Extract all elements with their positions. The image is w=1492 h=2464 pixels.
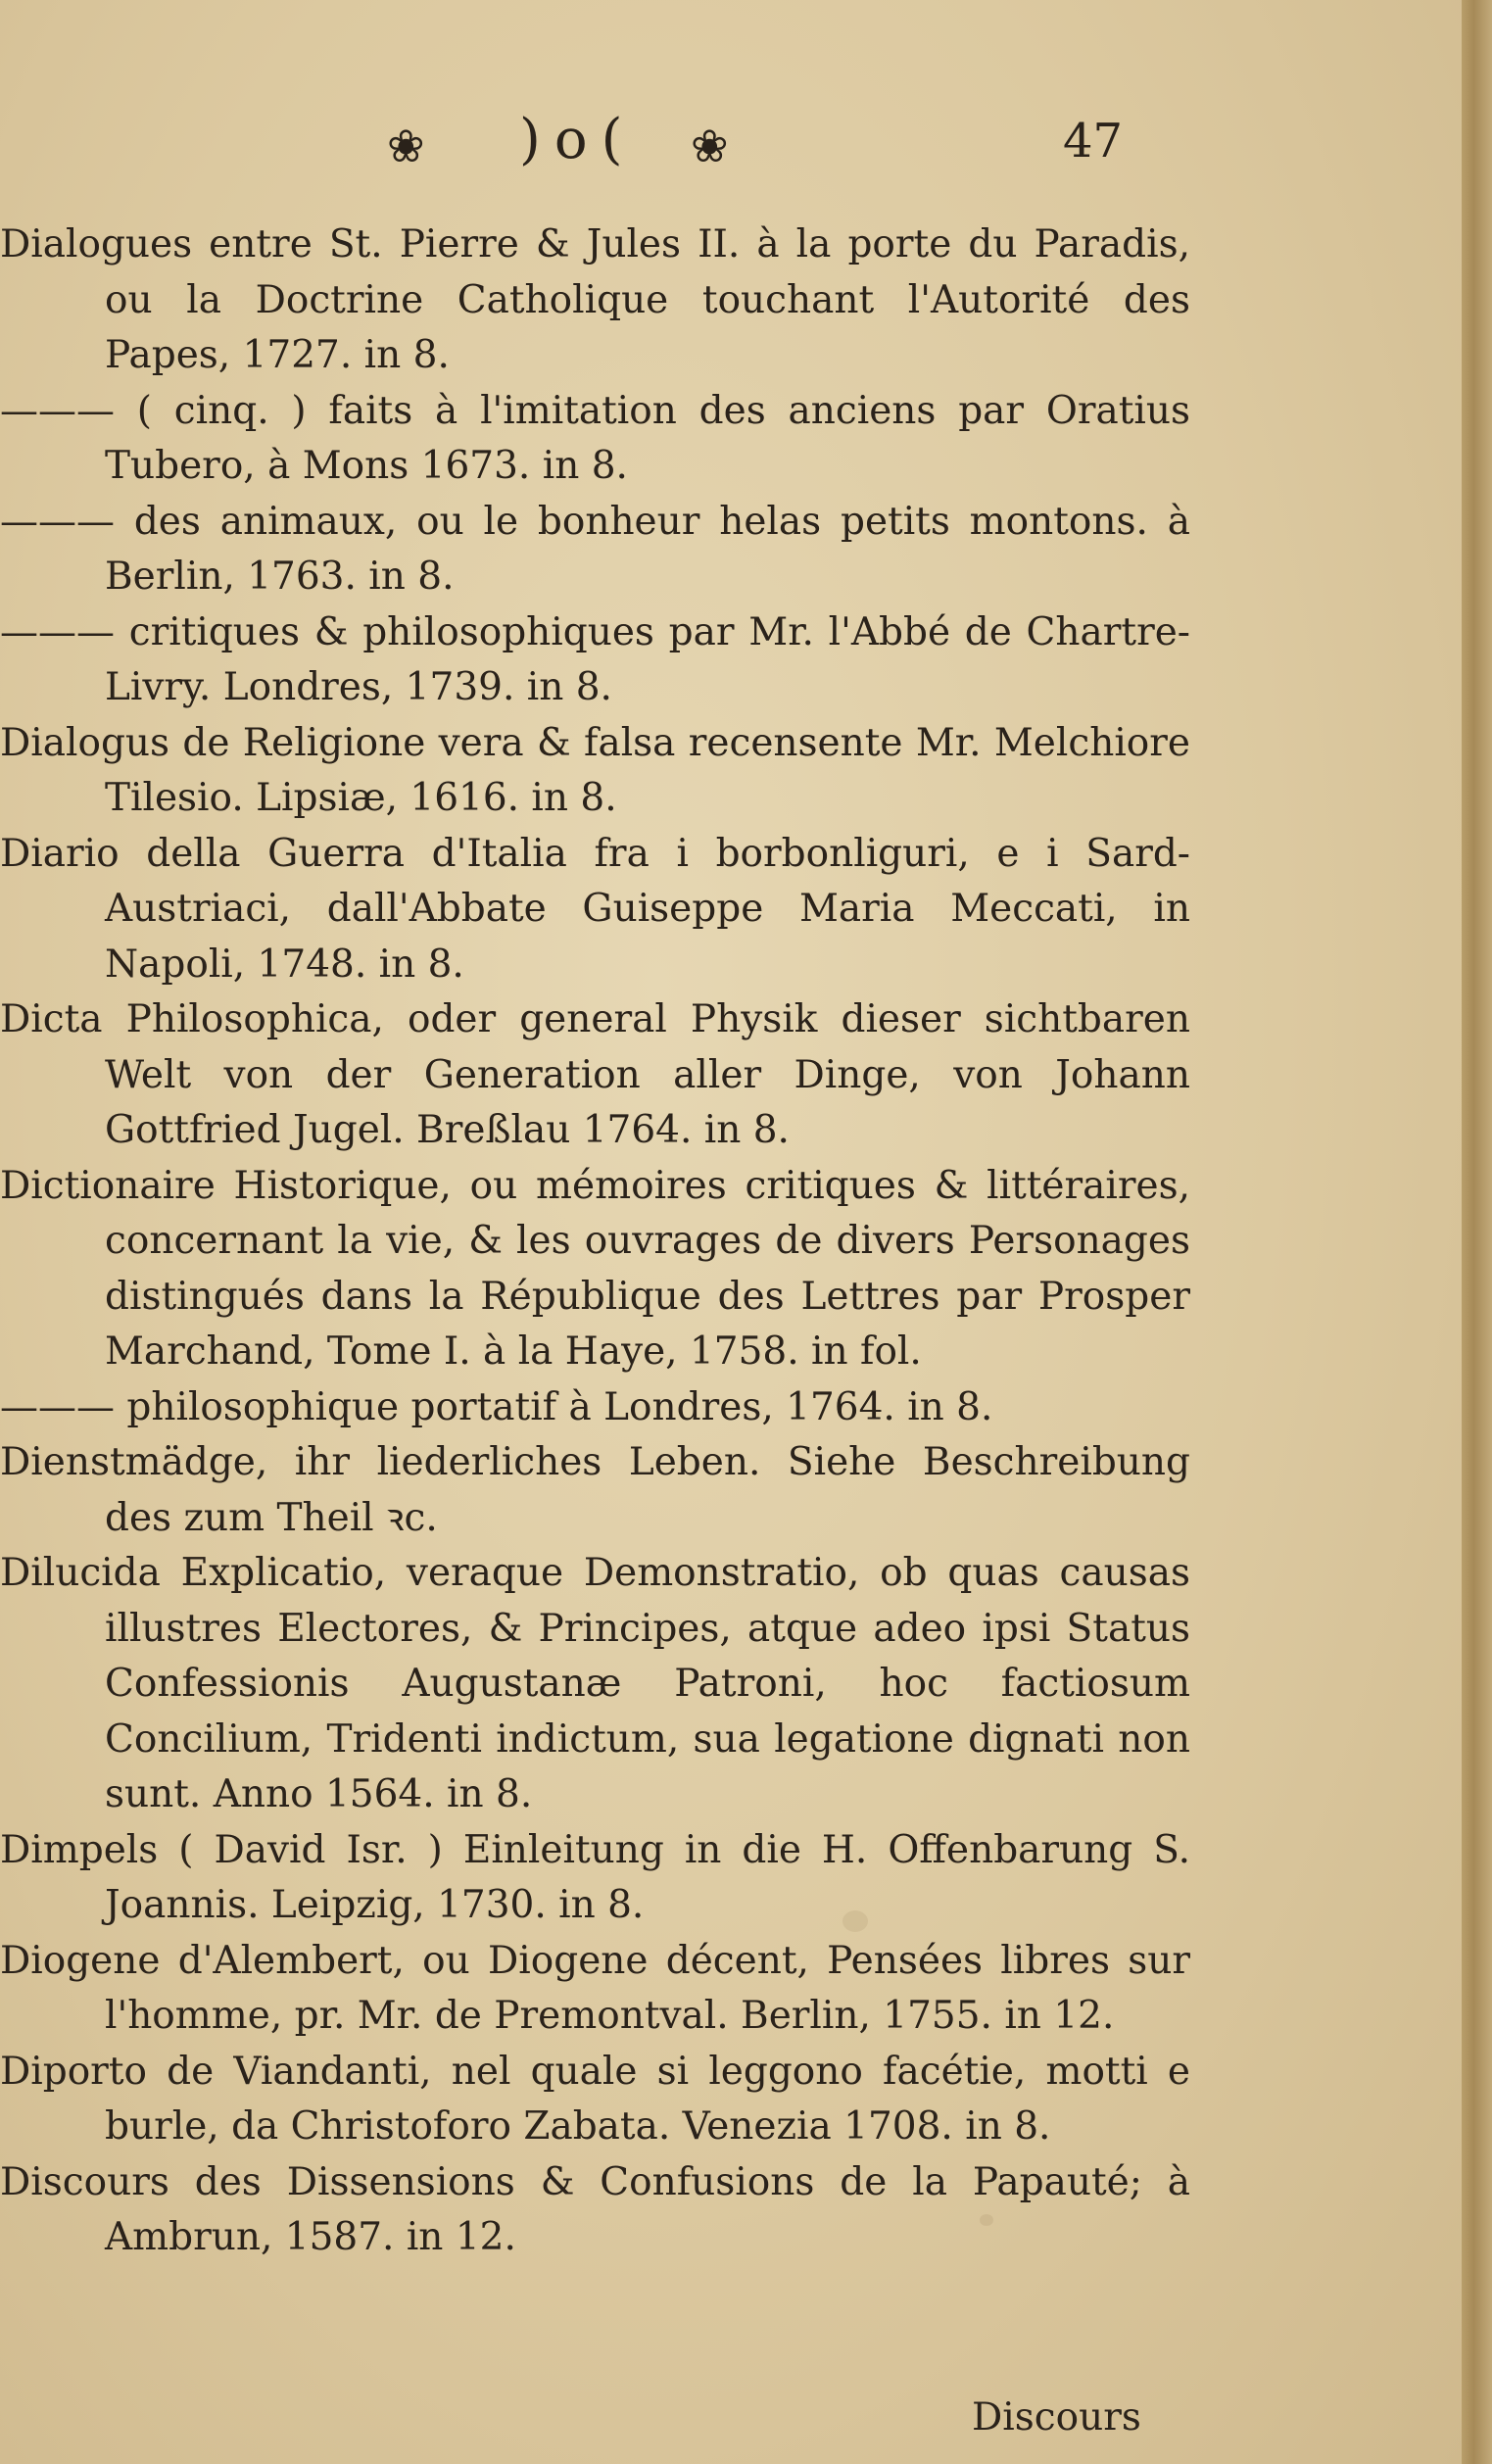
catalog-entries bbox=[0, 217, 1190, 2266]
catalog-entry: ——— critiques & philosophiques par Mr. l'Abbé de Chartre-Livry. Londres, 1739. in 8. bbox=[0, 609, 1190, 709]
catalog-entry: Dimpels ( David Isr. ) Einleitung in die H. Offenbarung S. Joannis. Leipzig, 1730. in 8. bbox=[0, 1827, 1190, 1927]
catalog-entry: ——— ( cinq. ) faits à l'imitation des anciens par Oratius Tubero, à Mons 1673. in 8. bbox=[0, 388, 1190, 488]
catalog-entry: Dicta Philosophica, oder general Physik dieser sichtbaren Welt von der Generation aller Dinge, von Johann Gottfried Jugel. Breßlau 1764. in 8. bbox=[0, 997, 1190, 1152]
catalog-entry: Dienstmädge, ihr liederliches Leben. Siehe Beschreibung des zum Theil ꝛc. bbox=[0, 1440, 1190, 1540]
catalog-entry: Discours des Dissensions & Confusions de la Papauté; à Ambrun, 1587. in 12. bbox=[0, 2159, 1190, 2259]
catchword: Discours bbox=[972, 2395, 1141, 2440]
ornament-left-icon: ❀ bbox=[387, 120, 425, 172]
header-bracket-ornament: )o( bbox=[519, 108, 637, 171]
catalog-entry: Dialogus de Religione vera & falsa recensente Mr. Melchiore Tilesio. Lipsiæ, 1616. in 8. bbox=[0, 720, 1190, 820]
page-number: 47 bbox=[1063, 114, 1124, 169]
page-gutter-edge bbox=[1462, 0, 1492, 2464]
catalog-entry: Dilucida Explicatio, veraque Demonstratio, ob quas causas illustres Electores, & Principes, atque adeo ipsi Status Confessionis Augustanæ Patroni, hoc factiosum Concilium, Tridenti indictum, sua legatione dignati non sunt. Anno 1564. in 8. bbox=[0, 1551, 1190, 1816]
catalog-entry: Dictionaire Historique, ou mémoires critiques & littéraires, concernant la vie, & les ouvrages de divers Personages distingués dans la République des Lettres par Prosper Marchand, Tome I. à la Haye, 1758. in fol. bbox=[0, 1163, 1190, 1374]
catalog-entry: Diario della Guerra d'Italia fra i borbonliguri, e i Sard-Austriaci, dall'Abbate Guiseppe Maria Meccati, in Napoli, 1748. in 8. bbox=[0, 831, 1190, 987]
catalog-entry: Diporto de Viandanti, nel quale si leggono facétie, motti e burle, da Christoforo Zabata. Venezia 1708. in 8. bbox=[0, 2049, 1190, 2149]
catalog-entry: ——— philosophique portatif à Londres, 1764. in 8. bbox=[0, 1384, 993, 1429]
catalog-entry: Diogene d'Alembert, ou Diogene décent, Pensées libres sur l'homme, pr. Mr. de Premontval. Berlin, 1755. in 12. bbox=[0, 1938, 1190, 2038]
running-header bbox=[0, 108, 1462, 186]
catalog-entry: Dialogues entre St. Pierre & Jules II. à la porte du Paradis, ou la Doctrine Catholique touchant l'Autorité des Papes, 1727. in 8. bbox=[0, 222, 1190, 377]
catalog-entry: ——— des animaux, ou le bonheur helas petits montons. à Berlin, 1763. in 8. bbox=[0, 499, 1190, 599]
ornament-right-icon: ❀ bbox=[691, 120, 729, 172]
